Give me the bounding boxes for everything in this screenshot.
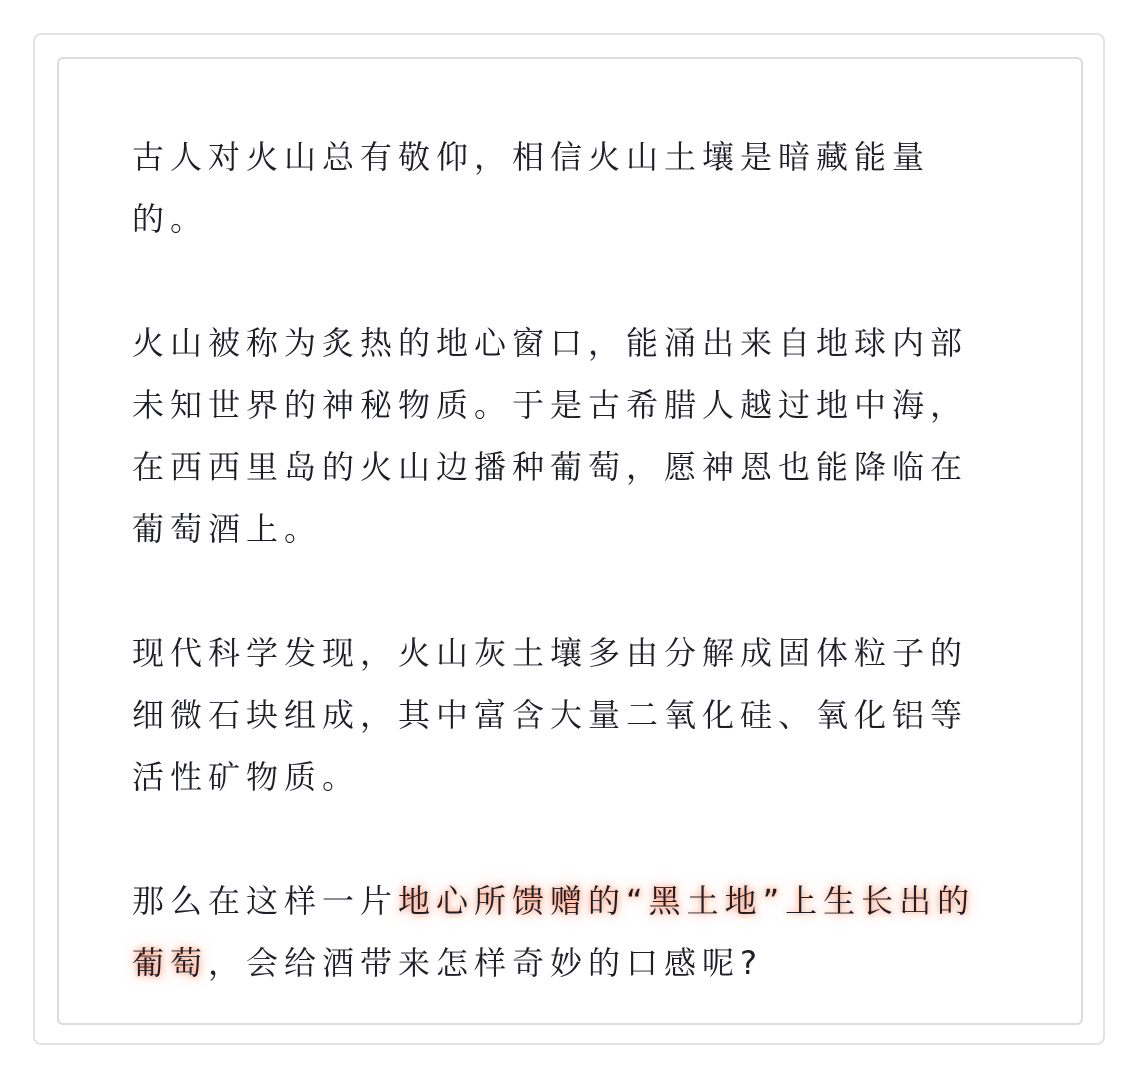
- text-line: 在西西里岛的火山边播种葡萄，愿神恩也能降临在: [132, 448, 969, 486]
- highlighted-text: 地心所馈赠的“黑土地”上生长出的: [398, 882, 976, 920]
- text-line: 活性矿物质。: [132, 758, 361, 796]
- text-line: 的。: [132, 200, 209, 238]
- article-body: [132, 126, 1012, 994]
- text-plain: ，会给酒带来怎样奇妙的口感呢?: [208, 944, 764, 982]
- text-line: 古人对火山总有敬仰，相信火山土壤是暗藏能量: [132, 138, 931, 176]
- paragraph-2: [132, 312, 1012, 560]
- paragraph-4: [132, 870, 1012, 994]
- text-line: 细微石块组成，其中富含大量二氧化硅、氧化铝等: [132, 696, 969, 734]
- highlighted-text: 葡萄: [132, 944, 209, 982]
- text-plain: 那么在这样一片: [132, 882, 399, 920]
- text-line: [132, 870, 1012, 932]
- text-line: 未知世界的神秘物质。于是古希腊人越过地中海，: [132, 386, 969, 424]
- text-line: [132, 932, 1012, 994]
- text-line: 火山被称为炙热的地心窗口，能涌出来自地球内部: [132, 324, 969, 362]
- paragraph-3: [132, 622, 1012, 808]
- text-line: 现代科学发现，火山灰土壤多由分解成固体粒子的: [132, 634, 969, 672]
- paragraph-1: [132, 126, 1012, 250]
- text-line: 葡萄酒上。: [132, 510, 323, 548]
